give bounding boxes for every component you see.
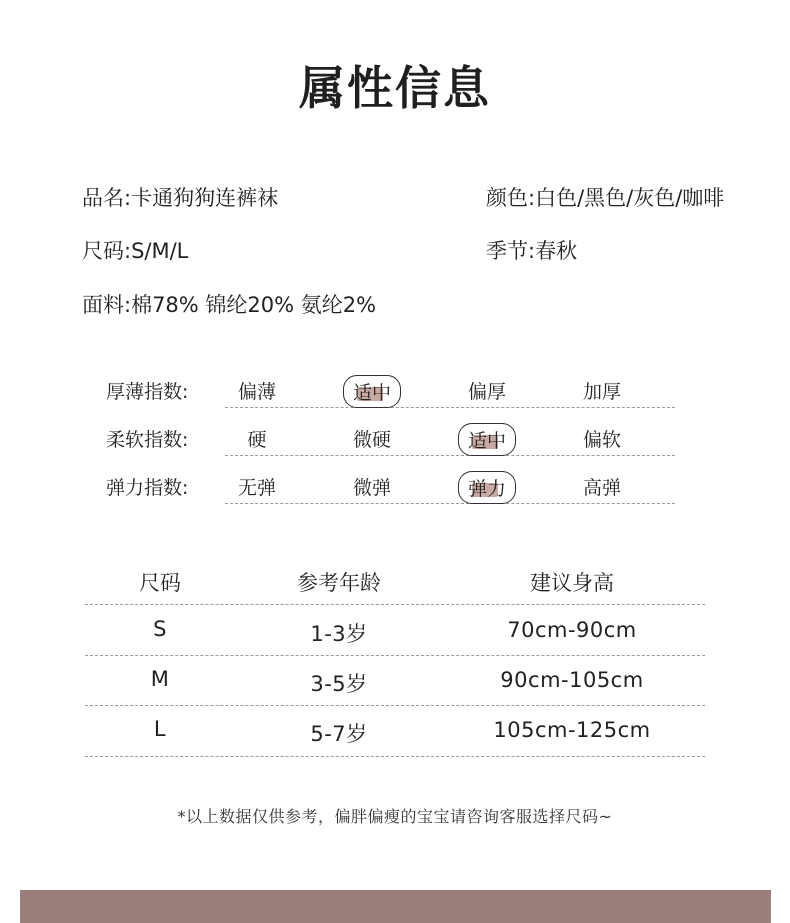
- table-cell-height: 70cm-90cm: [507, 618, 637, 642]
- product-season: 季节:春秋: [486, 239, 578, 263]
- index-option: 微硬: [352, 429, 391, 451]
- dashed-divider: [225, 455, 675, 456]
- index-option: 硬: [247, 429, 267, 451]
- dashed-divider: [225, 407, 675, 408]
- index-option: 加厚: [582, 381, 621, 403]
- table-cell-size: S: [153, 617, 167, 641]
- table-cell-age: 5-7岁: [310, 722, 368, 746]
- table-cell-height: 90cm-105cm: [500, 668, 644, 692]
- index-option: 偏软: [582, 429, 621, 451]
- table-header-age: 参考年龄: [297, 571, 381, 595]
- index-label: 厚薄指数:: [106, 381, 189, 403]
- index-option-selected: 适中: [442, 425, 532, 454]
- size-disclaimer-note: *以上数据仅供参考，偏胖偏瘦的宝宝请咨询客服选择尺码~: [177, 807, 613, 826]
- index-option: 微弹: [352, 477, 391, 499]
- table-cell-age: 3-5岁: [310, 672, 368, 696]
- index-option: 偏厚: [467, 381, 506, 403]
- index-option: 偏薄: [237, 381, 276, 403]
- dashed-divider: [85, 705, 705, 706]
- dashed-divider: [85, 655, 705, 656]
- index-option: 高弹: [582, 477, 621, 499]
- table-cell-height: 105cm-125cm: [493, 718, 651, 742]
- index-option-selected: 弹力: [442, 473, 532, 502]
- table-cell-size: L: [153, 717, 167, 741]
- dashed-divider: [225, 503, 675, 504]
- page-title: 属性信息: [299, 61, 491, 115]
- footer-color-bar: [20, 890, 771, 923]
- table-header-size: 尺码: [139, 571, 181, 595]
- table-cell-size: M: [150, 667, 170, 691]
- dashed-divider: [85, 756, 705, 757]
- product-name: 品名:卡通狗狗连裤袜: [82, 186, 279, 210]
- index-option-selected: 适中: [327, 377, 417, 406]
- index-option: 无弹: [237, 477, 276, 499]
- product-color: 颜色:白色/黑色/灰色/咖啡: [486, 186, 725, 210]
- product-size: 尺码:S/M/L: [82, 239, 189, 263]
- index-label: 柔软指数:: [106, 429, 189, 451]
- table-header-height: 建议身高: [530, 571, 614, 595]
- dashed-divider: [85, 604, 705, 605]
- product-material: 面料:棉78% 锦纶20% 氨纶2%: [82, 293, 377, 317]
- index-label: 弹力指数:: [106, 477, 189, 499]
- table-cell-age: 1-3岁: [310, 622, 368, 646]
